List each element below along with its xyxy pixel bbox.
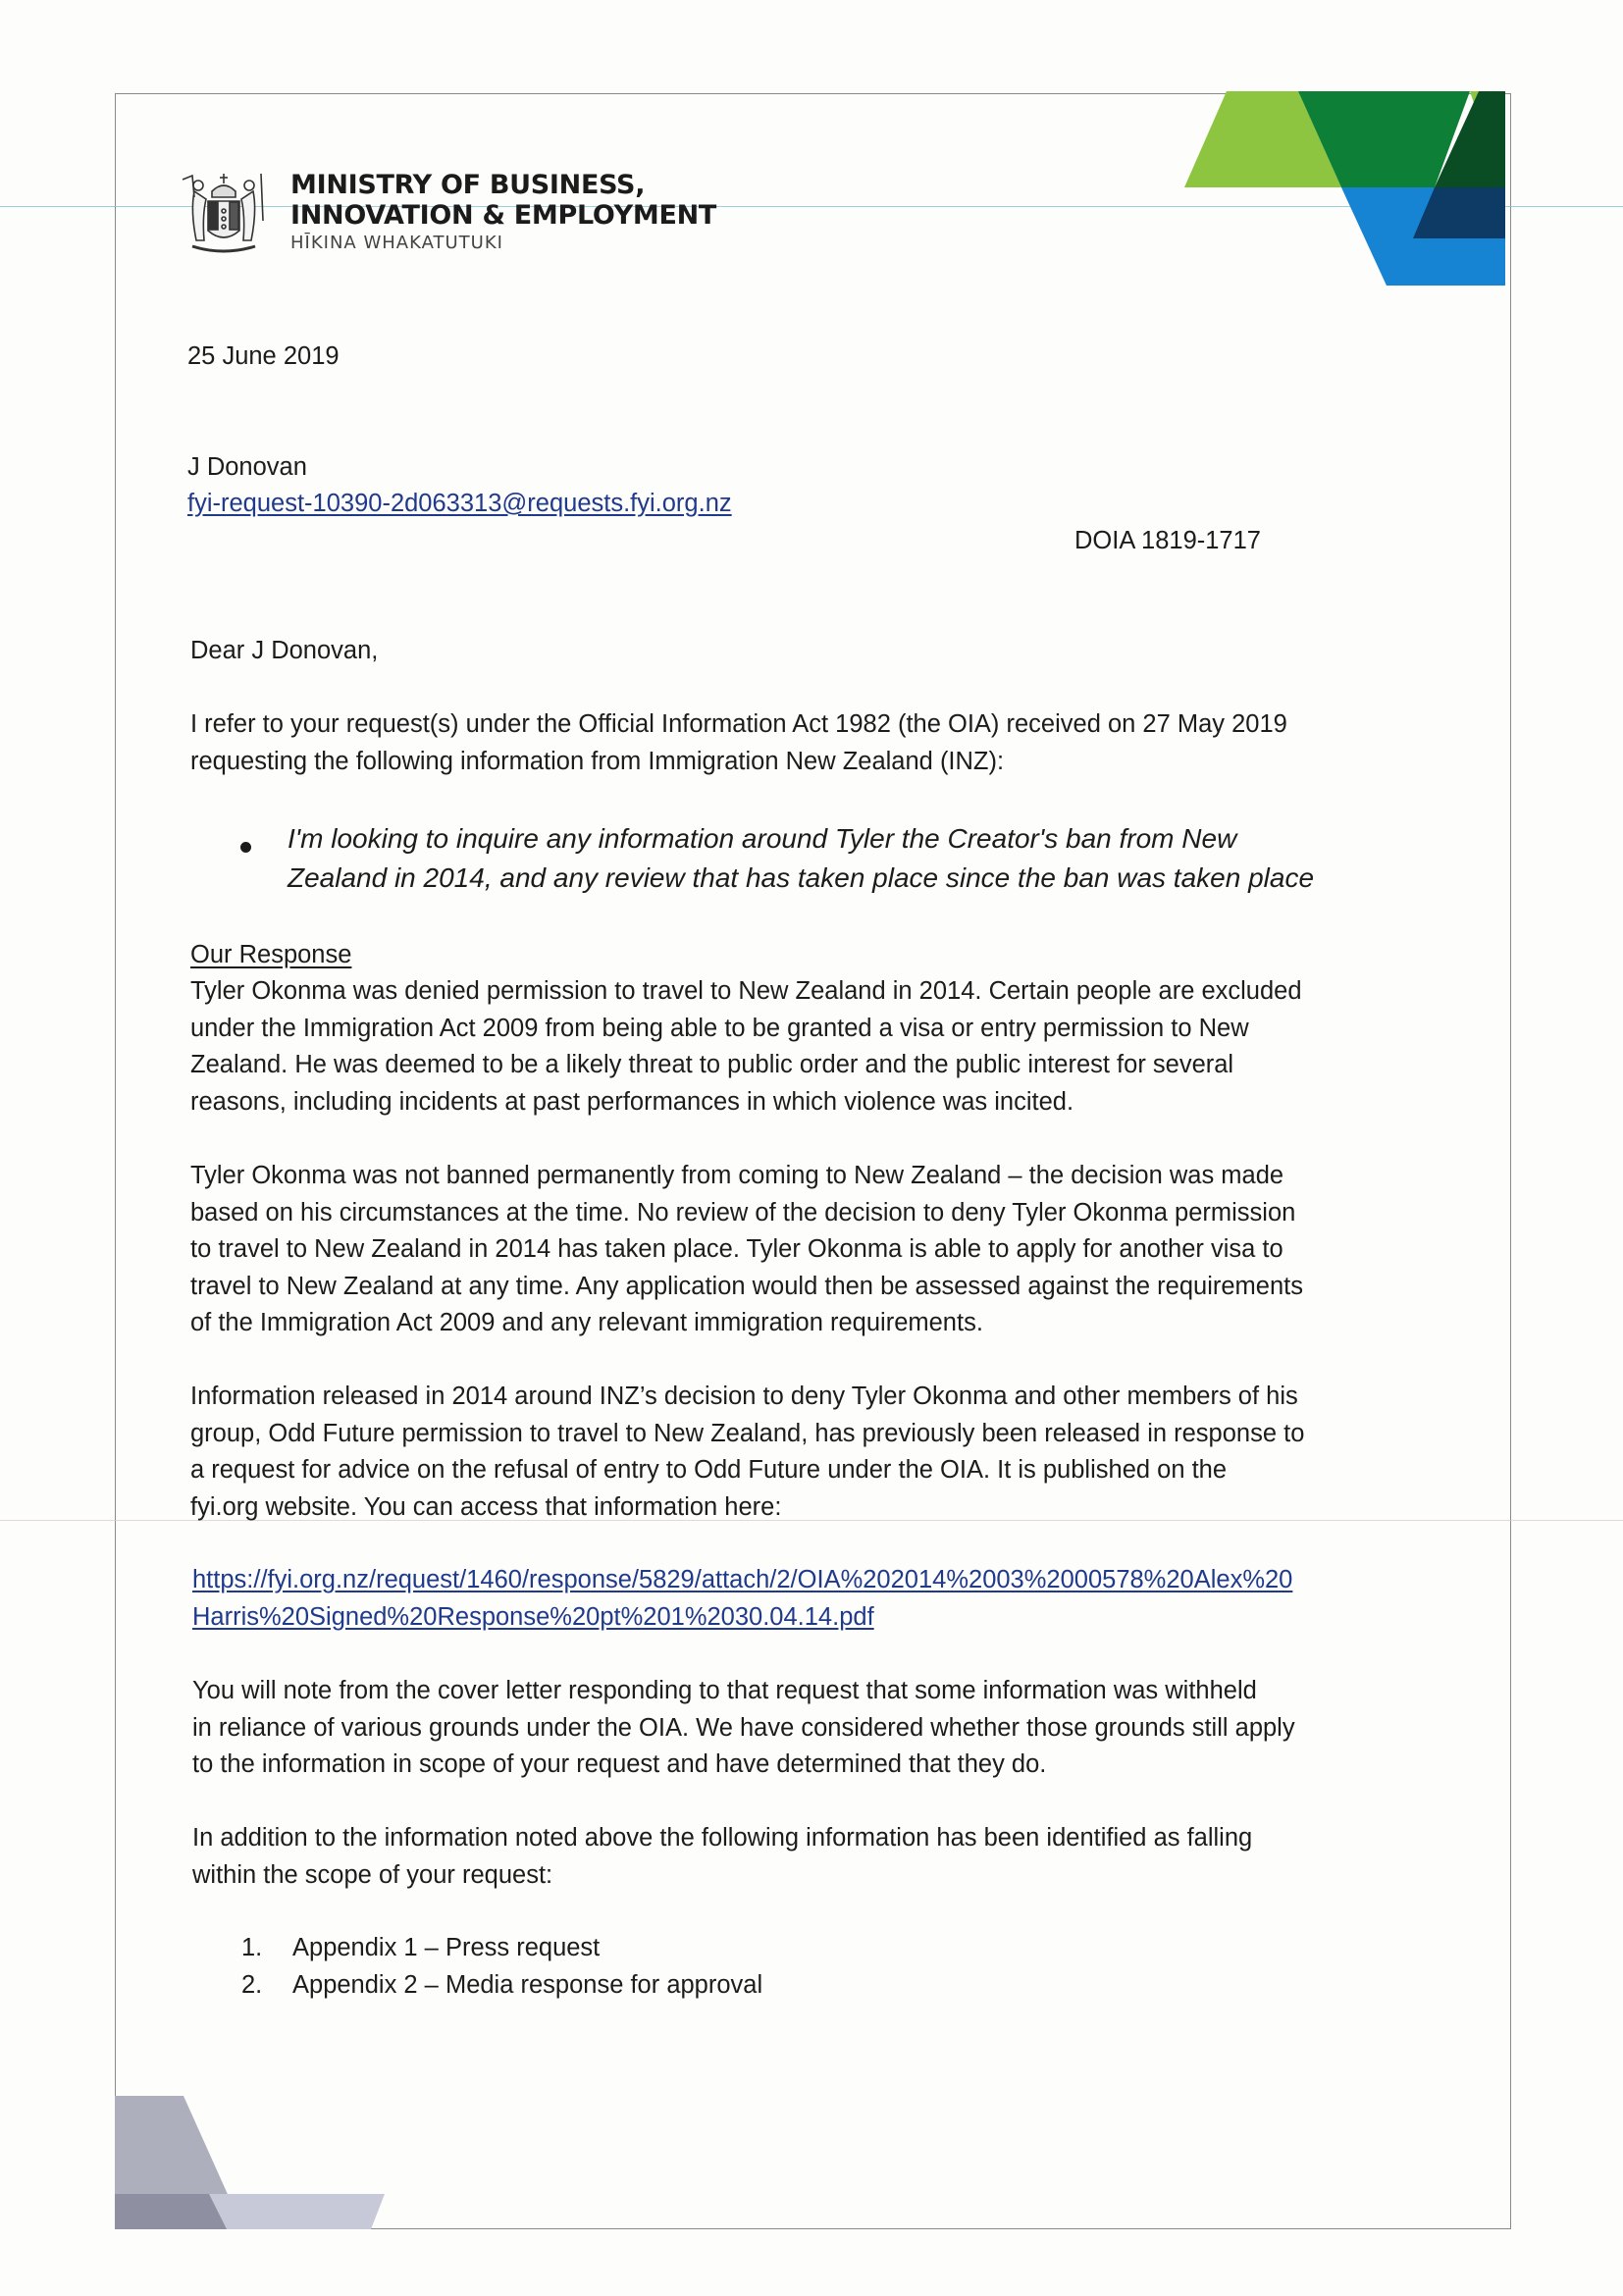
response-paragraph-1: Tyler Okonma was denied permission to travel to New Zealand in 2014. Certain people are excluded under the Immigration Act 2009 from being able to be granted a visa or entry permission to New Zealand. He was deemed to be a likely threat to public order and the public interest for several reasons, including incidents at past performances in which violence was incited. xyxy=(190,977,1302,1116)
mbie-brand-shapes-icon xyxy=(1128,91,1511,287)
letter-date: 25 June 2019 xyxy=(187,342,340,370)
appendix-item: 1. Appendix 1 – Press request xyxy=(241,1934,601,1961)
response-paragraph-3: Information released in 2014 around INZ’s decision to deny Tyler Okonma and other members of his group, Odd Future permission to travel to New Zealand, has previously been released in response to a request for advice on the refusal of entry to Odd Future under the OIA. It is published on the fyi.org website. You can access that information here: xyxy=(190,1383,1305,1521)
salutation: Dear J Donovan, xyxy=(190,637,379,664)
request-quote: I'm looking to inquire any information around Tyler the Creator's ban from New Zealand in 2014, and any review that has taken place since the ban was taken place xyxy=(288,823,1315,893)
ministry-wordmark xyxy=(290,170,716,256)
nz-coat-of-arms-icon xyxy=(173,162,275,262)
recipient-name: J Donovan xyxy=(187,453,307,481)
fyi-document-link[interactable]: https://fyi.org.nz/request/1460/response/5829/attach/2/OIA%202014%2003%2000578%20Alex%20 Harris%20Signed%20Response%20pt%201%2030.04.14.pdf xyxy=(192,1566,1293,1631)
ministry-name-line1: MINISTRY OF BUSINESS, xyxy=(290,170,646,200)
reference-number: DOIA 1819-1717 xyxy=(1074,527,1261,554)
response-paragraph-2: Tyler Okonma was not banned permanently from coming to New Zealand – the decision was made based on his circumstances at the time. No review of the decision to deny Tyler Okonma permission to travel to New Zealand in 2014 has taken place. Tyler Okonma is able to apply for another visa to travel to New Zealand at any time. Any application would then be assessed against the requirements of the Immigration Act 2009 and any relevant immigration requirements. xyxy=(190,1162,1303,1336)
footer-brand-shapes-icon xyxy=(115,2090,409,2230)
appendix-item: 2. Appendix 2 – Media response for approval xyxy=(241,1970,763,1999)
appendix-list xyxy=(241,1930,762,2004)
response-paragraph-5: In addition to the information noted above the following information has been identified as falling within the scope of your request: xyxy=(192,1824,1253,1889)
intro-paragraph: I refer to your request(s) under the Official Information Act 1982 (the OIA) received on 27 May 2019 requesting the following information from Immigration New Zealand (INZ): xyxy=(190,710,1287,775)
ministry-maori-name: HĪKINA WHAKATUTUKI xyxy=(290,233,503,253)
response-paragraph-4: You will note from the cover letter responding to that request that some information was withheld in reliance of various grounds under the OIA. We have considered whether those grounds still apply to the information in scope of your request and have determined that they do. xyxy=(192,1677,1295,1778)
ministry-name-line2: INNOVATION & EMPLOYMENT xyxy=(290,200,716,231)
response-heading: Our Response xyxy=(190,941,352,968)
bullet-icon xyxy=(240,842,251,853)
recipient-email-link[interactable]: fyi-request-10390-2d063313@requests.fyi.org.nz xyxy=(187,490,732,517)
